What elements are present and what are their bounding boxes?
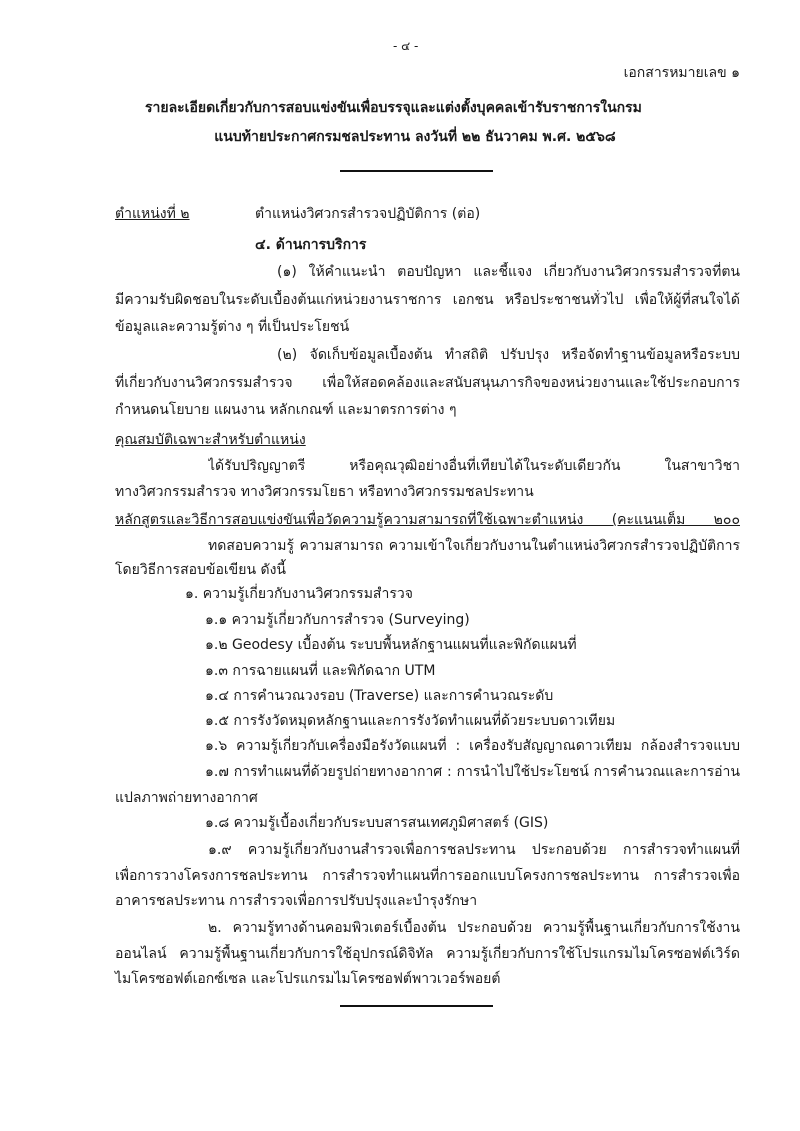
- subtopic: ๑.๒ Geodesy เบื้องต้น ระบบพื้นหลักฐานแผนที่และพิกัดแผนที่: [205, 637, 577, 653]
- subtopic: ๑.๙ ความรู้เกี่ยวกับงานสำรวจเพื่อการชลประทาน ประกอบด้วย การสำรวจทำแผนที่: [208, 842, 740, 858]
- subtopic: ๑.๕ การรังวัดหมุดหลักฐานและการรังวัดทำแผนที่ด้วยระบบดาวเทียม: [205, 713, 616, 729]
- title-line-1: รายละเอียดเกี่ยวกับการสอบแข่งขันเพื่อบรรจุและแต่งตั้งบุคคลเข้ารับราชการในกรม: [145, 100, 642, 116]
- divider-bottom: [340, 1005, 493, 1007]
- service-heading: ๔. ด้านการบริการ: [255, 237, 367, 253]
- subtopic-continued: เพื่อการวางโครงการชลประทาน การสำรวจทำแผนที่การออกแบบโครงการชลประทาน การสำรวจเพื่อ: [115, 868, 740, 884]
- paragraph-line: ข้อมูลและความรู้ต่าง ๆ ที่เป็นประโยชน์: [115, 319, 350, 335]
- paragraph-line: ได้รับปริญญาตรี หรือคุณวุฒิอย่างอื่นที่เทียบได้ในระดับเดียวกัน ในสาขาวิชา: [208, 458, 740, 474]
- paragraph-line: กำหนดนโยบาย แผนงาน หลักเกณฑ์ และมาตรการต่าง ๆ: [115, 402, 457, 418]
- paragraph-line: (๒) จัดเก็บข้อมูลเบื้องต้น ทำสถิติ ปรับปรุง หรือจัดทำฐานข้อมูลหรือระบบ: [277, 347, 740, 363]
- topic-2-continued: ไมโครซอฟต์เอกซ์เซล และโปรแกรมไมโครซอฟต์พาวเวอร์พอยต์: [115, 971, 501, 987]
- paragraph-line: ทดสอบความรู้ ความสามารถ ความเข้าใจเกี่ยวกับงานในตำแหน่งวิศวกรสำรวจปฏิบัติการ: [208, 538, 740, 554]
- title-line-2: แนบท้ายประกาศกรมชลประทาน ลงวันที่ ๒๒ ธันวาคม พ.ศ. ๒๕๖๘: [214, 129, 616, 145]
- exam-heading: หลักสูตรและวิธีการสอบแข่งขันเพื่อวัดความรู้ความสามารถที่ใช้เฉพาะตำแหน่ง (คะแนนเต็ม ๒๐๐: [115, 512, 740, 528]
- paragraph-line: มีความรับผิดชอบในระดับเบื้องต้นแก่หน่วยงานราชการ เอกชน หรือประชาชนทั่วไป เพื่อให้ผู้ที่สนใจได้: [115, 292, 740, 308]
- topic-1: ๑. ความรู้เกี่ยวกับงานวิศวกรรมสำรวจ: [185, 586, 413, 602]
- topic-2: ๒. ความรู้ทางด้านคอมพิวเตอร์เบื้องต้น ประกอบด้วย ความรู้พื้นฐานเกี่ยวกับการใช้งาน: [208, 920, 740, 936]
- subtopic-continued: แปลภาพถ่ายทางอากาศ: [115, 790, 258, 806]
- subtopic: ๑.๓ การฉายแผนที่ และพิกัดฉาก UTM: [205, 663, 436, 679]
- subtopic: ๑.๘ ความรู้เบื้องเกี่ยวกับระบบสารสนเทศภูมิศาสตร์ (GIS): [205, 815, 549, 831]
- paragraph-line: (๑) ให้คำแนะนำ ตอบปัญหา และชี้แจง เกี่ยวกับงานวิศวกรรมสำรวจที่ตน: [277, 264, 740, 280]
- qualification-heading: คุณสมบัติเฉพาะสำหรับตำแหน่ง: [115, 432, 306, 448]
- subtopic-continued: อาคารชลประทาน การสำรวจเพื่อการปรับปรุงและบำรุงรักษา: [115, 893, 478, 909]
- paragraph-line: ทางวิศวกรรมสำรวจ ทางวิศวกรรมโยธา หรือทางวิศวกรรมชลประทาน: [115, 484, 534, 500]
- position-label: ตำแหน่งที่ ๒: [115, 206, 190, 222]
- divider-top: [340, 170, 493, 172]
- paragraph-line: ที่เกี่ยวกับงานวิศวกรรมสำรวจ เพื่อให้สอดคล้องและสนับสนุนภารกิจของหน่วยงานและใช้ประกอบการ: [115, 375, 740, 391]
- position-name: ตำแหน่งวิศวกรสำรวจปฏิบัติการ (ต่อ): [255, 206, 481, 222]
- subtopic: ๑.๑ ความรู้เกี่ยวกับการสำรวจ (Surveying): [205, 612, 470, 628]
- subtopic: ๑.๗ การทำแผนที่ด้วยรูปถ่ายทางอากาศ : การนำไปใช้ประโยชน์ การคำนวณและการอ่าน: [205, 764, 740, 780]
- subtopic: ๑.๖ ความรู้เกี่ยวกับเครื่องมือรังวัดแผนที่ : เครื่องรับสัญญาณดาวเทียม กล้องสำรวจแบบ: [205, 738, 740, 754]
- document-reference: เอกสารหมายเลข ๑: [623, 65, 740, 81]
- subtopic: ๑.๔ การคำนวณวงรอบ (Traverse) และการคำนวณระดับ: [205, 688, 554, 704]
- topic-2-continued: ออนไลน์ ความรู้พื้นฐานเกี่ยวกับการใช้อุปกรณ์ดิจิทัล ความรู้เกี่ยวกับการใช้โปรแกรมไมโครซอฟต์เวิร์ด: [115, 946, 740, 962]
- page-number: - ๔ -: [393, 39, 419, 53]
- paragraph-line: โดยวิธีการสอบข้อเขียน ดังนี้: [115, 562, 286, 578]
